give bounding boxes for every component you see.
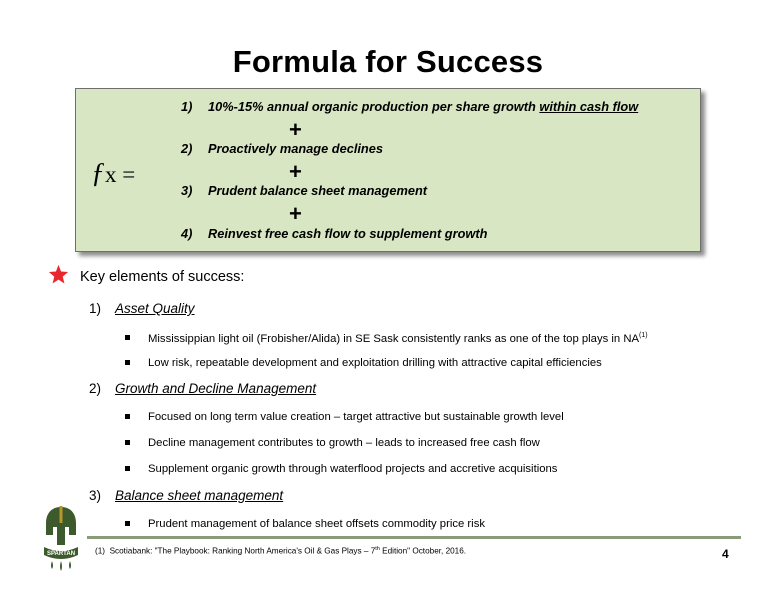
bullet-square-icon	[125, 414, 130, 419]
star-icon	[48, 264, 69, 285]
section-title: Asset Quality	[115, 301, 195, 316]
bullet-square-icon	[125, 440, 130, 445]
formula-item-number: 1)	[181, 99, 193, 114]
formula-item-number: 3)	[181, 183, 193, 198]
page-number: 4	[722, 547, 729, 561]
formula-item-number: 2)	[181, 141, 193, 156]
bullet-item	[125, 463, 557, 475]
plus-sign-2: +	[289, 159, 302, 184]
section-number: 3)	[89, 488, 102, 503]
footnote-sup: th	[375, 546, 380, 552]
section-asset-quality	[89, 301, 195, 316]
formula-item-underlined: within cash flow	[539, 99, 639, 114]
footer-rule	[87, 536, 741, 539]
formula-item-number: 4)	[181, 226, 193, 241]
key-elements-heading: Key elements of success:	[80, 269, 245, 285]
bullet-square-icon	[125, 335, 130, 340]
svg-text:SPARTAN: SPARTAN	[46, 551, 76, 557]
bullet-text: Mississippian light oil (Frobisher/Alida) in SE Sask consistently ranks as one of the top plays in NA	[148, 332, 640, 345]
footnote-number: (1)	[95, 546, 106, 556]
bullet-text: Supplement organic growth through waterflood projects and accretive acquisitions	[148, 463, 558, 475]
formula-item-text: Proactively manage declines	[208, 141, 383, 156]
footnote-text-end: Edition" October, 2016.	[379, 546, 467, 556]
page-title: Formula for Success	[232, 44, 544, 79]
formula-item-text: Reinvest free cash flow to supplement growth	[208, 226, 488, 241]
bullet-text: Decline management contributes to growth – leads to increased free cash flow	[148, 437, 540, 449]
fx-equals: x =	[105, 162, 136, 187]
section-title: Balance sheet management	[115, 488, 284, 503]
formula-item-text: Prudent balance sheet management	[208, 183, 428, 198]
formula-item-3	[181, 183, 427, 198]
section-number: 2)	[89, 381, 102, 396]
formula-item-2	[181, 141, 383, 156]
bullet-item	[125, 357, 602, 369]
section-balance-sheet	[89, 488, 283, 503]
bullet-square-icon	[125, 521, 130, 526]
fx-f-glyph: ƒ	[91, 158, 105, 189]
bullet-item	[125, 437, 540, 449]
bullet-footnote-ref: (1)	[639, 332, 648, 339]
footnote	[95, 546, 466, 556]
bullet-text: Focused on long term value creation – target attractive but sustainable growth level	[148, 411, 564, 423]
formula-item-4	[181, 226, 487, 241]
section-growth-decline	[89, 381, 316, 396]
bullet-item	[125, 411, 564, 423]
formula-item-1	[181, 99, 638, 114]
section-number: 1)	[89, 301, 102, 316]
bullet-square-icon	[125, 360, 130, 365]
bullet-text: Prudent management of balance sheet offsets commodity price risk	[148, 518, 485, 530]
spartan-logo	[41, 505, 81, 577]
footnote-text: Scotiabank: "The Playbook: Ranking North America's Oil & Gas Plays – 7	[109, 546, 376, 556]
bullet-item	[125, 518, 485, 530]
fx-symbol	[91, 158, 135, 190]
bullet-text: Low risk, repeatable development and exploitation drilling with attractive capital efficiencies	[148, 357, 602, 369]
bullet-item	[125, 332, 648, 345]
section-title: Growth and Decline Management	[115, 381, 317, 396]
bullet-square-icon	[125, 466, 130, 471]
formula-item-text: 10%-15% annual organic production per share growth	[208, 99, 540, 114]
plus-sign-3: +	[289, 201, 302, 226]
plus-sign-1: +	[289, 117, 302, 142]
